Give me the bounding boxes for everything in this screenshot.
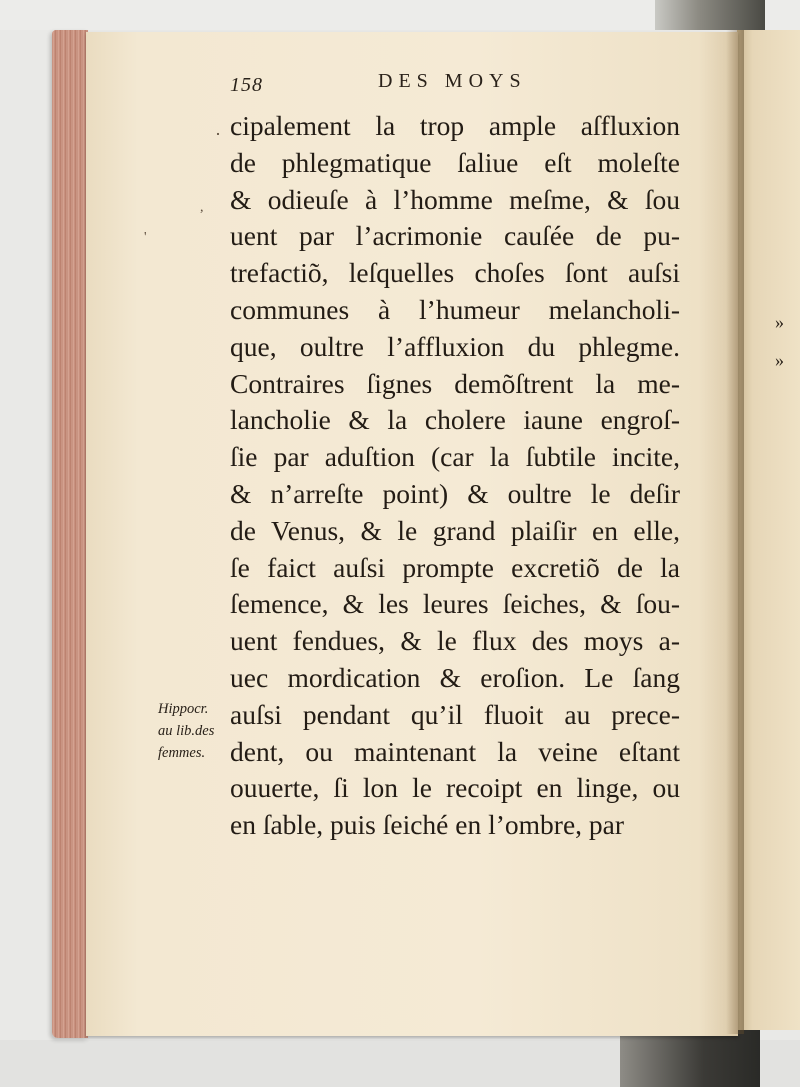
facing-page-quote-mark: »: [775, 312, 784, 332]
text-line: trefactiõ, leſquelles choſes ſont auſsi: [230, 257, 680, 289]
ink-speck: ': [144, 230, 147, 245]
gutter-shadow: [726, 30, 744, 1034]
text-line: Contraires ſignes demõſtrent la me-: [230, 367, 680, 399]
text-line: de phlegmatique ſaliue eſt moleſte: [230, 146, 680, 178]
text-line: ſemence, & les leures ſeiches, & ſou-: [230, 588, 680, 620]
page-number: 158: [230, 74, 263, 96]
ink-speck: ·: [215, 124, 221, 144]
margin-note: [158, 698, 214, 764]
facing-page: [737, 30, 800, 1030]
text-line: auſsi pendant qu’il fluoit au prece-: [230, 698, 680, 730]
text-line: de Venus, & le grand plaiſir en elle,: [230, 514, 680, 546]
text-line: uec mordication & eroſion. Le ſang: [230, 661, 680, 693]
text-line: & odieuſe à l’homme meſme, & ſou: [230, 183, 680, 215]
page-stack-edge: [52, 30, 88, 1038]
running-head: DES MOYS: [378, 70, 527, 92]
text-line: cipalement la trop ample aſfluxion: [230, 110, 680, 141]
text-line: en ſable, puis ſeiché en l’ombre, par: [230, 809, 625, 841]
book-edge-shadow-top: [655, 0, 765, 30]
margin-note-line: femmes.: [158, 745, 206, 761]
facing-page-quote-mark: »: [775, 350, 784, 370]
body-text: [230, 108, 680, 844]
book-edge-shadow-bottom: [620, 1030, 760, 1087]
text-line: communes à l’humeur melancholi-: [230, 293, 680, 325]
text-line: lancholie & la cholere iaune engroſ-: [230, 404, 680, 436]
margin-note-line: au lib.des: [158, 723, 215, 739]
ink-speck: ,: [200, 200, 204, 215]
text-line: dent, ou maintenant la veine eſtant: [230, 735, 680, 767]
text-line: ſie par aduſtion (car la ſubtile incite,: [230, 441, 680, 473]
text-line: ſe faict auſsi prompte excretiõ de la: [230, 551, 680, 583]
text-line: ouuerte, ſi lon le recoipt en linge, ou: [230, 772, 680, 804]
text-line: uent par l’acrimonie cauſée de pu-: [230, 220, 680, 252]
text-line: & n’arreſte point) & oultre le deſir: [230, 477, 680, 509]
margin-note-line: Hippocr.: [158, 701, 209, 717]
text-line: uent fendues, & le flux des moys a-: [230, 625, 680, 657]
text-line: que, oultre l’affluxion du phlegme.: [230, 330, 680, 362]
